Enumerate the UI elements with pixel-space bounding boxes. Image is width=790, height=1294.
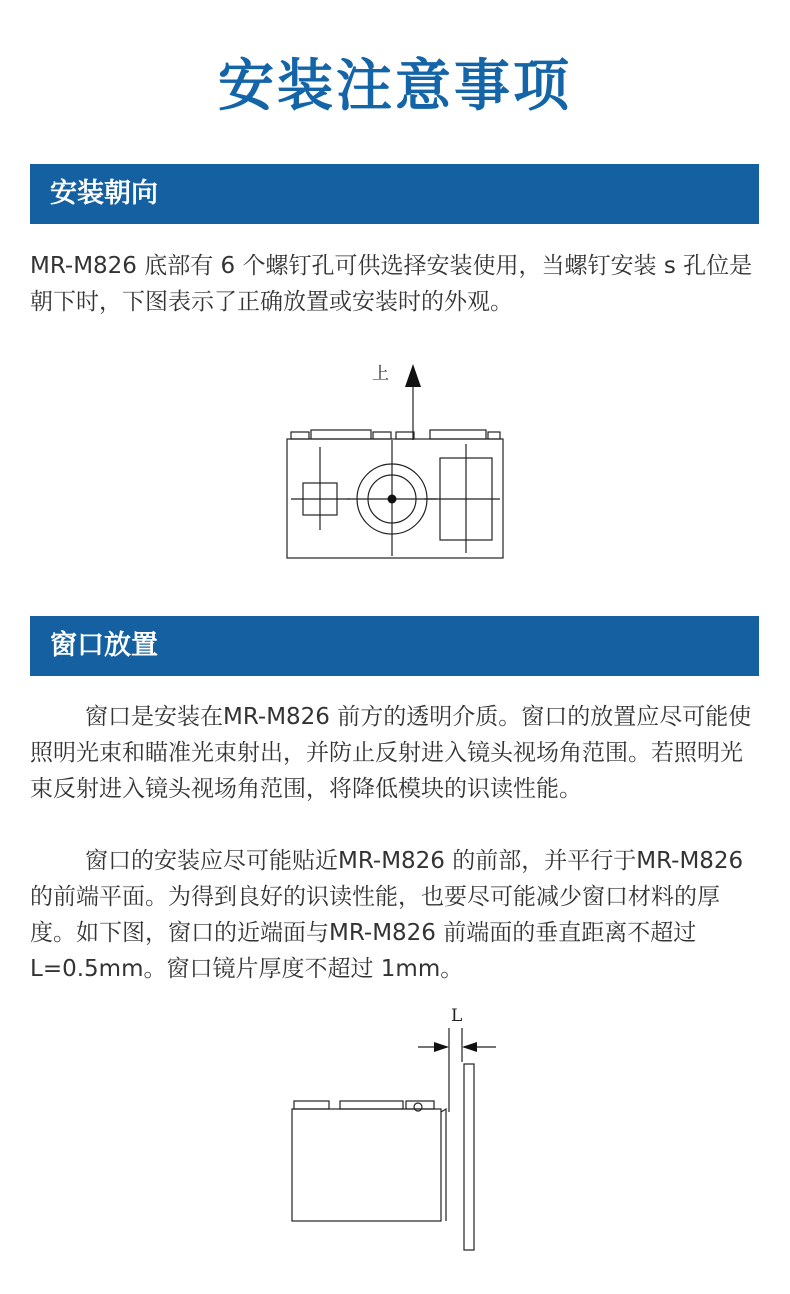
orientation-description: MR-M826 底部有 6 个螺钉孔可供选择安装使用，当螺钉安装 s 孔位是朝下时，下图表示了正确放置或安装时的外观。 [30,253,753,315]
up-label: 上 [372,364,389,384]
section-header-window: 窗口放置 [30,616,759,676]
side-connector [340,1101,403,1109]
window-glass [464,1064,474,1250]
window-description-2: 窗口的安装应尽可能贴近MR-M826 的前部，并平行于MR-M826 的前端平面。为得到良好的识读性能，也要尽可能减少窗口材料的厚度。如下图，窗口的近端面与MR-M826 前端面的垂直距离不超过L=0.5mm。窗口镜片厚度不超过 1mm。 [30,848,744,982]
side-connector [294,1101,329,1109]
dimension-arrow-icon [462,1042,477,1052]
module-side-view [292,1109,441,1221]
page-title: 安装注意事项 [218,54,572,119]
distance-label: L [451,1006,463,1026]
dimension-arrow-icon [434,1042,449,1052]
section-header-orientation: 安装朝向 [30,164,759,224]
side-connector [406,1101,434,1109]
window-description-1: 窗口是安装在MR-M826 前方的透明介质。窗口的放置应尽可能使照明光束和瞄准光束射出，并防止反射进入镜头视场角范围。若照明光束反射进入镜头视场角范围，将降低模块的识读性能。 [30,704,752,802]
